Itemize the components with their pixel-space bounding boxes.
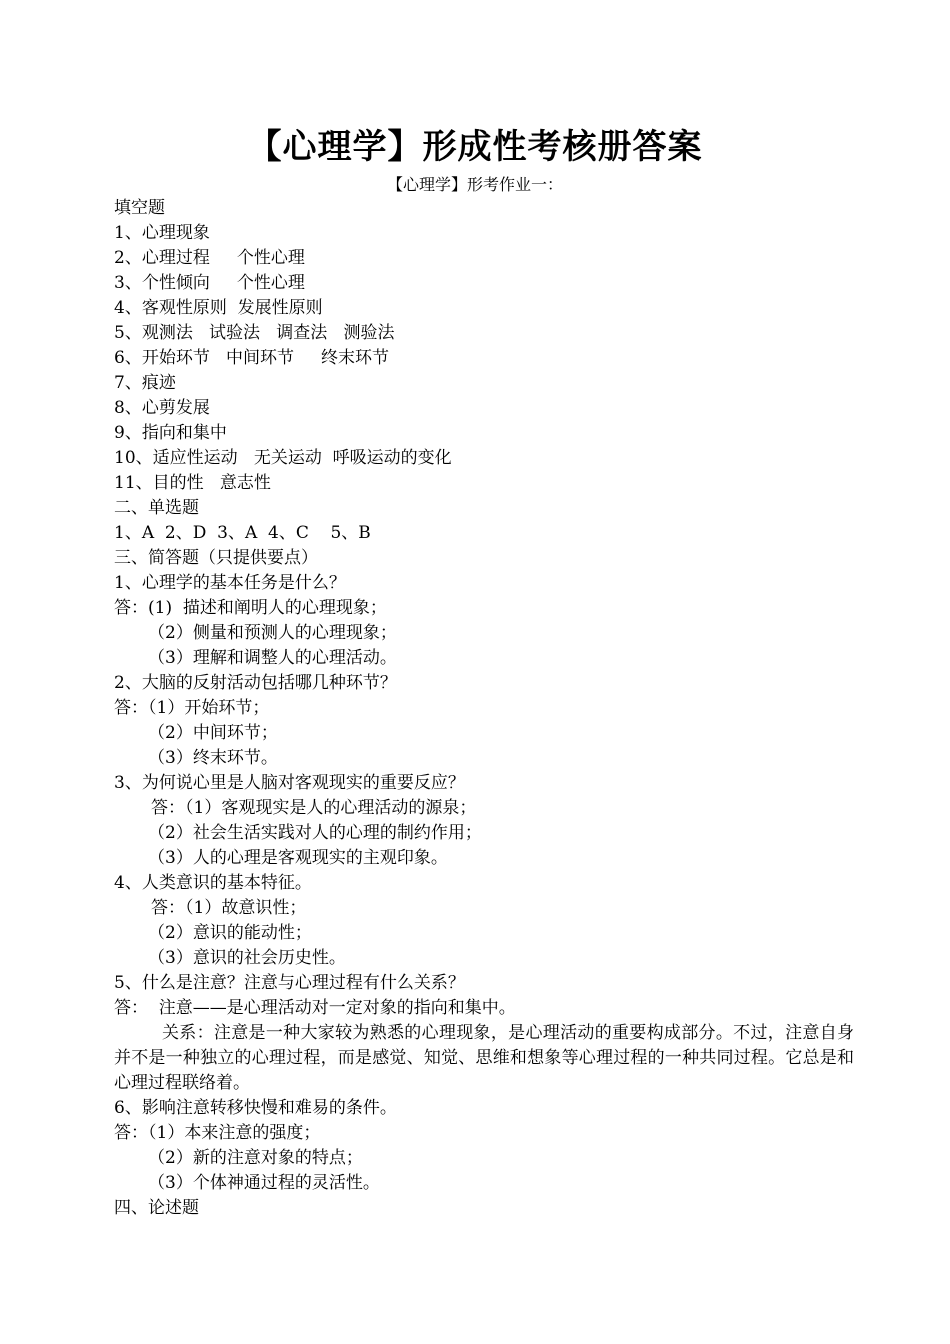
question-line: 6、影响注意转移快慢和难易的条件。: [114, 1098, 397, 1118]
question-line: 2、大脑的反射活动包括哪几种环节？: [114, 673, 397, 693]
page-subtitle: 【心理学】形考作业一：: [386, 175, 563, 194]
question-line: 3、为何说心里是人脑对客观现实的重要反应？: [114, 773, 465, 793]
question-line: 1、心理学的基本任务是什么？: [114, 573, 346, 593]
answer-line: 1、心理现象: [114, 223, 210, 243]
answer-line: 2、心理过程 个性心理: [114, 248, 305, 268]
answer-line: （2）意识的能动性；: [148, 923, 312, 943]
section-heading-single-choice: 二、单选题: [114, 498, 199, 518]
answer-line: （2）新的注意对象的特点；: [148, 1148, 363, 1168]
answer-line: 1、A 2、D 3、A 4、C 5、B: [114, 523, 371, 543]
document-body: [114, 196, 854, 1221]
answer-line: 答：（1）本来注意的强度；: [114, 1123, 321, 1143]
answer-line: 6、开始环节 中间环节 终末环节: [114, 348, 390, 368]
answer-line: 答：(1) 描述和阐明人的心理现象；: [114, 598, 387, 618]
answer-line: 9、指向和集中: [114, 423, 227, 443]
answer-line: 4、客观性原则 发展性原则: [114, 298, 323, 318]
answer-line: 5、观测法 试验法 调查法 测验法: [114, 323, 395, 343]
answer-line: （2）中间环节；: [148, 723, 278, 743]
question-line: 5、什么是注意？注意与心理过程有什么关系？: [114, 973, 465, 993]
section-heading-essay: 四、论述题: [114, 1198, 199, 1218]
answer-line: 答： 注意——是心理活动对一定对象的指向和集中。: [114, 998, 516, 1018]
answer-line: （2）侧量和预测人的心理现象；: [148, 623, 397, 643]
page-title: 【心理学】形成性考核册答案: [247, 127, 703, 167]
answer-line: （3）终末环节。: [148, 748, 278, 768]
answer-line: 8、心剪发展: [114, 398, 210, 418]
answer-line: 10、适应性运动 无关运动 呼吸运动的变化: [114, 448, 452, 468]
answer-line: （3）意识的社会历史性。: [148, 948, 346, 968]
answer-line: （3）理解和调整人的心理活动。: [148, 648, 397, 668]
answer-line: 3、个性倾向 个性心理: [114, 273, 305, 293]
answer-line: 答：（1）故意识性；: [151, 898, 307, 918]
answer-line: 答：（1）开始环节；: [114, 698, 270, 718]
answer-line: （3）个体神通过程的灵活性。: [148, 1173, 380, 1193]
answer-line: 11、目的性 意志性: [114, 473, 271, 493]
answer-line: 答：（1）客观现实是人的心理活动的源泉；: [151, 798, 477, 818]
answer-paragraph: 关系：注意是一种大家较为熟悉的心理现象，是心理活动的重要构成部分。不过，注意自身并不是一种独立的心理过程，而是感觉、知觉、思维和想象等心理过程的一种共同过程。它总是和心理过程联络着。: [114, 1023, 854, 1093]
answer-line: （3）人的心理是客观现实的主观印象。: [148, 848, 448, 868]
question-line: 4、人类意识的基本特征。: [114, 873, 312, 893]
answer-line: 7、痕迹: [114, 373, 176, 393]
answer-line: （2）社会生活实践对人的心理的制约作用；: [148, 823, 482, 843]
section-heading-short-answer: 三、简答题（只提供要点）: [114, 548, 318, 568]
section-heading-fill-blank: 填空题: [114, 198, 165, 218]
